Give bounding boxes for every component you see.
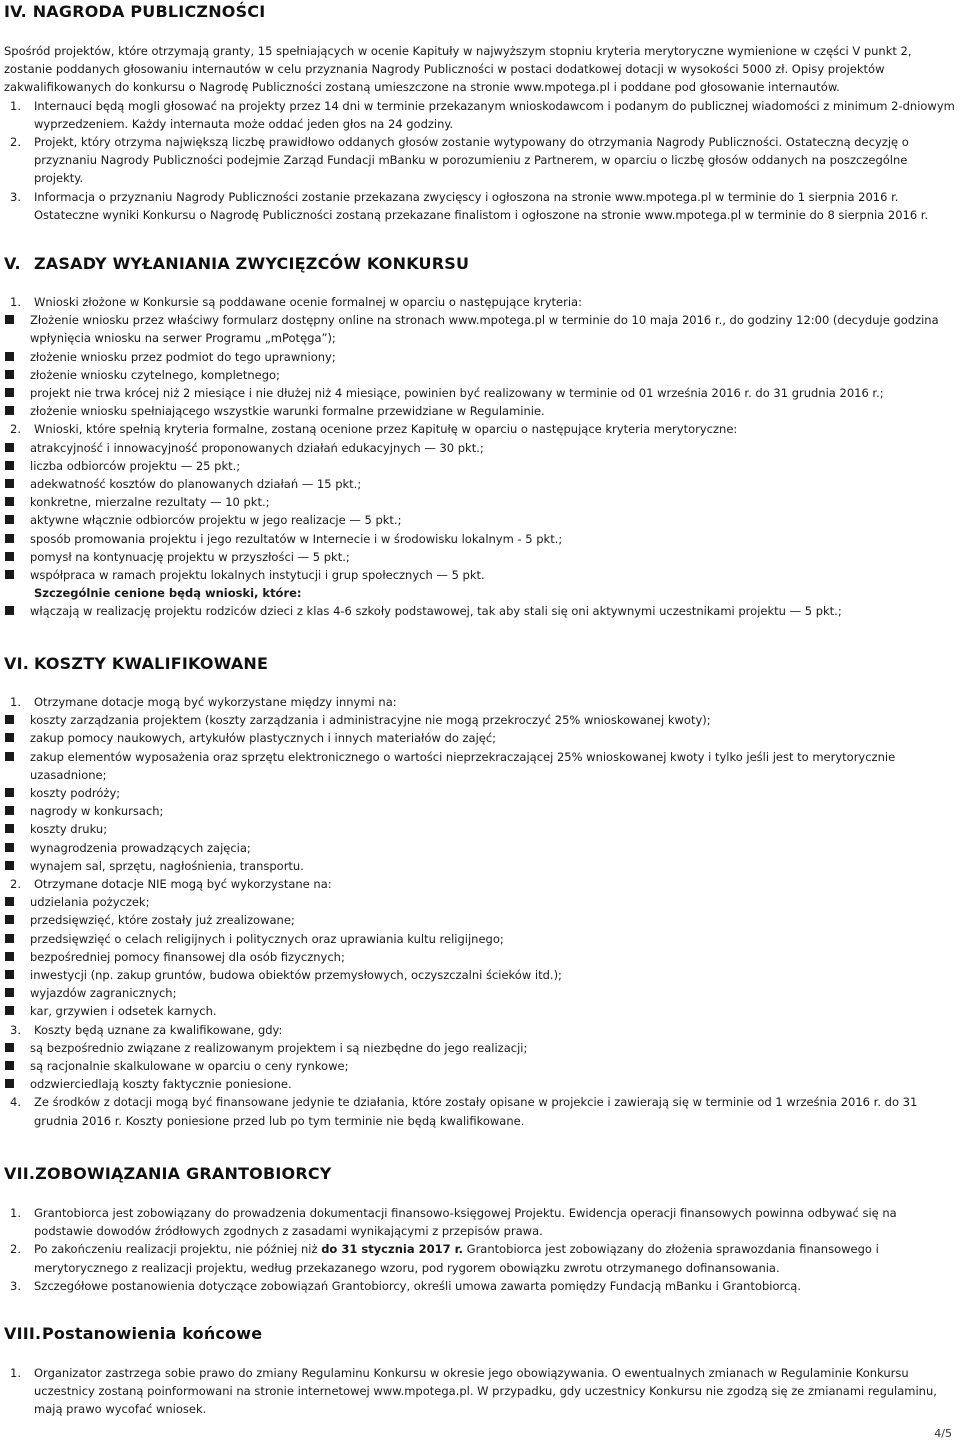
list-item (4, 566, 958, 584)
item-number: 3. (10, 1278, 21, 1293)
list-item-text: współpraca w ramach projektu lokalnych instytucji i grup społecznych — 5 pkt. (30, 568, 485, 583)
list-item (4, 439, 958, 457)
list-item (4, 930, 958, 948)
section-vi-item-1 (4, 693, 958, 711)
list-item-text: sposób promowania projektu i jego rezultatów w Internecie i w środowisku lokalnym - 5 pkt.; (30, 531, 563, 546)
list-item-text: koszty zarządzania projektem (koszty zarządzania i administracyjne nie mogą przekroczyć 25% wnioskowanej kwoty); (30, 713, 711, 728)
section-vii-title: ZOBOWIĄZANIA GRANTOBIORCY (35, 1164, 332, 1183)
section-viii-title: Postanowienia końcowe (42, 1324, 263, 1343)
section-viii-number: VIII. (4, 1324, 42, 1343)
square-bullet-icon (5, 788, 14, 797)
section-vi-allowed-costs (4, 711, 958, 875)
square-bullet-icon (5, 552, 14, 561)
square-bullet-icon (5, 733, 14, 742)
section-vi-eligibility-conditions (4, 1039, 958, 1094)
list-item-text: projekt nie trwa krócej niż 2 miesiące i nie dłużej niż 4 miesiące, powinien być realizowany w terminie od 01 września 2016 r. do 31 grudnia 2016 r.; (30, 386, 884, 401)
item-text-pre: Po zakończeniu realizacji projektu, nie później niż (34, 1242, 322, 1257)
list-item (4, 402, 958, 420)
list-item (4, 802, 958, 820)
section-iv-item-3 (4, 188, 958, 224)
square-bullet-icon (5, 479, 14, 488)
item-text: Otrzymane dotacje mogą być wykorzystane między innymi na: (34, 695, 397, 709)
list-item-text: wynagrodzenia prowadzących zajęcia; (30, 840, 251, 855)
item-text: Wnioski złożone w Konkursie są poddawane ocenie formalnej w oparciu o następujące kryteria: (34, 295, 582, 309)
list-item (4, 493, 958, 511)
item-number: 1. (10, 295, 21, 309)
list-item (4, 475, 958, 493)
list-item-text: są racjonalnie skalkulowane w oparciu o ceny rynkowe; (30, 1059, 349, 1074)
list-item-text: złożenie wniosku czytelnego, kompletnego; (30, 367, 280, 382)
list-item (4, 1057, 958, 1075)
list-item (4, 893, 958, 911)
square-bullet-icon (5, 406, 14, 415)
item-number: 2. (10, 1242, 21, 1257)
section-vi-heading (4, 654, 958, 673)
section-vii-item-3 (4, 1277, 958, 1295)
square-bullet-icon (5, 497, 14, 506)
section-v-body (4, 293, 958, 621)
section-vi-title: KOSZTY KWALIFIKOWANE (34, 654, 269, 673)
square-bullet-icon (5, 606, 14, 615)
list-item (4, 711, 958, 729)
item-number: 1. (10, 1206, 21, 1220)
section-vii-number: VII. (4, 1164, 36, 1183)
list-item (4, 729, 958, 747)
section-vi-item-4 (4, 1093, 958, 1129)
list-item-text: włączają w realizację projektu rodziców dzieci z klas 4-6 szkoły podstawowej, tak aby stali się oni aktywnymi uczestnikami projektu — 5 pkt.; (30, 604, 842, 619)
square-bullet-icon (5, 370, 14, 379)
section-v-number: V. (4, 254, 21, 273)
item-number: 2. (10, 135, 21, 150)
item-text: Koszty będą uznane za kwalifikowane, gdy: (34, 1022, 283, 1037)
item-number: 1. (10, 1366, 21, 1380)
square-bullet-icon (5, 952, 14, 961)
section-iv-title: IV. NAGRODA PUBLICZNOŚCI (4, 2, 266, 21)
page-number: 4/5 (934, 1427, 952, 1440)
list-item (4, 457, 958, 475)
square-bullet-icon (5, 752, 14, 761)
square-bullet-icon (5, 315, 14, 324)
list-item (4, 820, 958, 838)
list-item-text: złożenie wniosku spełniającego wszystkie warunki formalne przewidziane w Regulaminie. (30, 404, 545, 419)
list-item-text: bezpośredniej pomocy finansowej dla osób fizycznych; (30, 949, 345, 964)
list-item (4, 784, 958, 802)
list-item (4, 1075, 958, 1093)
list-item (4, 966, 958, 984)
section-vii-item-2 (4, 1240, 958, 1276)
square-bullet-icon (5, 824, 14, 833)
item-number: 1. (10, 695, 21, 709)
list-item-text: wynajem sal, sprzętu, nagłośnienia, transportu. (30, 858, 304, 873)
item-text-post: Grantobiorca jest zobowiązany do złożenia sprawozdania finansowego i merytorycznego z realizacji projektu, według przekazanego wzoru, pod rygorem obowiązku zwrotu otrzymanego dofinansowania. (34, 1242, 879, 1275)
section-vii-item-1 (4, 1204, 958, 1240)
square-bullet-icon (5, 388, 14, 397)
deadline-date: do 31 stycznia 2017 r. (321, 1242, 463, 1257)
square-bullet-icon (5, 443, 14, 452)
list-item (4, 311, 958, 347)
item-text: Organizator zastrzega sobie prawo do zmiany Regulaminu Konkursu w okresie jego obowiązywania. O ewentualnych zmianach w Regulaminie Konkursu uczestnicy zostaną poinformowani na stronie internetowej www.mpotega.pl. W przypadku, gdy uczestnicy Konkursu nie zgodzą się ze zmianami regulaminu, mają prawo wycofać wniosek. (34, 1366, 937, 1417)
list-item-text: koszty podróży; (30, 786, 121, 801)
section-iv-intro: Spośród projektów, które otrzymają granty, 15 spełniających w ocenie Kapituły w najwyższym stopniu kryteria merytoryczne wymienione w części V punkt 2, zostanie poddanych głosowaniu internautów w celu przyznania Nagrody Publiczności w postaci dodatkowej dotacji w wysokości 5000 zł. Opisy projektów zakwalifikowanych do konkursu o Nagrodę Publiczności zostaną umieszczone na stronie www.mpotega.pl i poddane pod głosowanie internautów. (4, 44, 912, 95)
list-item (4, 948, 958, 966)
item-number: 2. (10, 877, 21, 892)
item-number: 3. (10, 189, 21, 204)
square-bullet-icon (5, 843, 14, 852)
list-item (4, 530, 958, 548)
section-vii (4, 1164, 958, 1183)
item-number: 4. (10, 1095, 21, 1110)
item-number: 3. (10, 1022, 21, 1037)
list-item-text: są bezpośrednio związane z realizowanym projektem i są niezbędne do jego realizacji; (30, 1040, 528, 1055)
list-item (4, 857, 958, 875)
square-bullet-icon (5, 352, 14, 361)
item-text: Informacja o przyznaniu Nagrody Publiczności zostanie przekazana zwycięscy i ogłoszona na stronie www.mpotega.pl w terminie do 1 sierpnia 2016 r. Ostateczne wyniki Konkursu o Nagrodę Publiczności zostaną przekazane finalistom i ogłoszone na stronie www.mpotega.pl w terminie do 8 sierpnia 2016 r. (34, 189, 929, 222)
section-v-heading (4, 254, 958, 273)
square-bullet-icon (5, 970, 14, 979)
square-bullet-icon (5, 1061, 14, 1070)
special-label: Szczególnie cenione będą wnioski, które: (34, 586, 302, 601)
section-v-formal-criteria (4, 311, 958, 420)
section-v-special-criteria (4, 602, 958, 620)
list-item-text: pomysł na kontynuację projektu w przyszłości — 5 pkt.; (30, 549, 350, 564)
item-text: Projekt, który otrzyma największą liczbę prawidłowo oddanych głosów zostanie wytypowany do otrzymania Nagrody Publiczności. Ostateczną decyzję o przyznaniu Nagrody Publiczności podejmie Zarząd Fundacji mBanku w porozumieniu z Partnerem, w oparciu o liczbę głosów oddanych na poszczególne projekty. (34, 135, 909, 186)
list-item-text: odzwierciedlają koszty faktycznie poniesione. (30, 1077, 292, 1092)
list-item-text: złożenie wniosku przez podmiot do tego uprawniony; (30, 349, 336, 364)
list-item-text: nagrody w konkursach; (30, 804, 164, 819)
list-item (4, 1002, 958, 1020)
list-item (4, 511, 958, 529)
section-v-item-1 (4, 293, 958, 311)
section-vi (4, 654, 958, 673)
list-item-text: konkretne, mierzalne rezultaty — 10 pkt.; (30, 495, 270, 510)
item-text: Internauci będą mogli głosować na projekty przez 14 dni w terminie przekazanym wnioskodawcom i podanym do publicznej wiadomości z minimum 2-dniowym wyprzedzeniem. Każdy internauta może oddać jeden głos na 24 godziny. (34, 98, 955, 131)
list-item-text: Złożenie wniosku przez właściwy formularz dostępny online na stronach www.mpotega.pl w terminie do 10 maja 2016 r., do godziny 12:00 (decyduje godzina wpłynięcia wniosku na serwer Programu „mPotęga”); (30, 313, 939, 346)
list-item-text: inwestycji (np. zakup gruntów, budowa obiektów przemysłowych, oczyszczalni ścieków itd.); (30, 968, 562, 983)
list-item-text: zakup pomocy naukowych, artykułów plastycznych i innych materiałów do zajęć; (30, 731, 497, 746)
list-item (4, 748, 958, 784)
section-viii (4, 1324, 958, 1343)
list-item-text: przedsięwzięć o celach religijnych i politycznych oraz uprawiania kultu religijnego; (30, 931, 504, 946)
list-item-text: koszty druku; (30, 822, 108, 837)
list-item (4, 911, 958, 929)
item-number: 1. (10, 98, 21, 113)
square-bullet-icon (5, 988, 14, 997)
square-bullet-icon (5, 1006, 14, 1015)
section-v-title: ZASADY WYŁANIANIA ZWYCIĘZCÓW KONKURSU (34, 254, 470, 273)
section-iv-body (4, 42, 958, 224)
square-bullet-icon (5, 715, 14, 724)
square-bullet-icon (5, 515, 14, 524)
square-bullet-icon (5, 934, 14, 943)
list-item (4, 548, 958, 566)
list-item-text: aktywne włącznie odbiorców projektu w jego realizacje — 5 pkt.; (30, 513, 402, 528)
square-bullet-icon (5, 861, 14, 870)
square-bullet-icon (5, 534, 14, 543)
section-iv (4, 2, 958, 21)
section-iv-list (4, 97, 958, 224)
square-bullet-icon (5, 806, 14, 815)
square-bullet-icon (5, 897, 14, 906)
list-item-text: zakup elementów wyposażenia oraz sprzętu elektronicznego o wartości nieprzekraczającej 25% wnioskowanej kwoty i tylko jeśli jest to merytorycznie uzasadnione; (30, 749, 896, 782)
list-item (4, 839, 958, 857)
square-bullet-icon (5, 1043, 14, 1052)
section-iv-item-1 (4, 97, 958, 133)
list-item (4, 366, 958, 384)
section-viii-body (4, 1364, 958, 1419)
section-iv-item-2 (4, 133, 958, 188)
section-v (4, 254, 958, 273)
list-item (4, 384, 958, 402)
section-vii-heading (4, 1164, 958, 1183)
list-item-text: wyjazdów zagranicznych; (30, 986, 177, 1001)
section-vi-body (4, 693, 958, 1130)
square-bullet-icon (5, 1079, 14, 1088)
section-vi-disallowed-costs (4, 893, 958, 1020)
section-vi-item-2 (4, 875, 958, 893)
list-item-text: kar, grzywien i odsetek karnych. (30, 1004, 217, 1019)
section-viii-item-1 (4, 1364, 958, 1419)
list-item-text: atrakcyjność i innowacyjność proponowanych działań edukacyjnych — 30 pkt.; (30, 440, 484, 455)
list-item-text: liczba odbiorców projektu — 25 pkt.; (30, 458, 241, 473)
section-vi-number: VI. (4, 654, 30, 673)
item-text: Szczegółowe postanowienia dotyczące zobowiązań Grantobiorcy, określi umowa zawarta pomiędzy Fundacją mBanku i Grantobiorcą. (34, 1278, 801, 1293)
section-viii-heading (4, 1324, 958, 1343)
section-v-merit-criteria (4, 439, 958, 585)
item-text: Grantobiorca jest zobowiązany do prowadzenia dokumentacji finansowo-księgowej Projektu. Ewidencja operacji finansowych powinna odbywać się na podstawie dowodów źródłowych zgodnych z zasadami wynikającymi z przepisów prawa. (34, 1206, 897, 1239)
list-item-text: udzielania pożyczek; (30, 895, 150, 910)
item-text: Wnioski, które spełnią kryteria formalne, zostaną ocenione przez Kapitułę w oparciu o następujące kryteria merytoryczne: (34, 422, 738, 437)
list-item-text: przedsięwzięć, które zostały już zrealizowane; (30, 913, 295, 928)
list-item-text: adekwatność kosztów do planowanych działań — 15 pkt.; (30, 477, 362, 492)
square-bullet-icon (5, 915, 14, 924)
list-item (4, 984, 958, 1002)
section-v-special-label (4, 584, 958, 602)
item-number: 2. (10, 422, 21, 437)
item-text: Ze środków z dotacji mogą być finansowane jedynie te działania, które zostały opisane w projekcie i zawierają się w terminie od 1 września 2016 r. do 31 grudnia 2016 r. Koszty poniesione przed lub po tym terminie nie będą kwalifikowane. (34, 1095, 918, 1128)
list-item (4, 602, 958, 620)
section-v-item-2 (4, 420, 958, 438)
section-vi-item-3 (4, 1021, 958, 1039)
square-bullet-icon (5, 570, 14, 579)
item-text: Otrzymane dotacje NIE mogą być wykorzystane na: (34, 877, 332, 892)
square-bullet-icon (5, 461, 14, 470)
list-item (4, 1039, 958, 1057)
list-item (4, 348, 958, 366)
section-vii-body (4, 1204, 958, 1295)
